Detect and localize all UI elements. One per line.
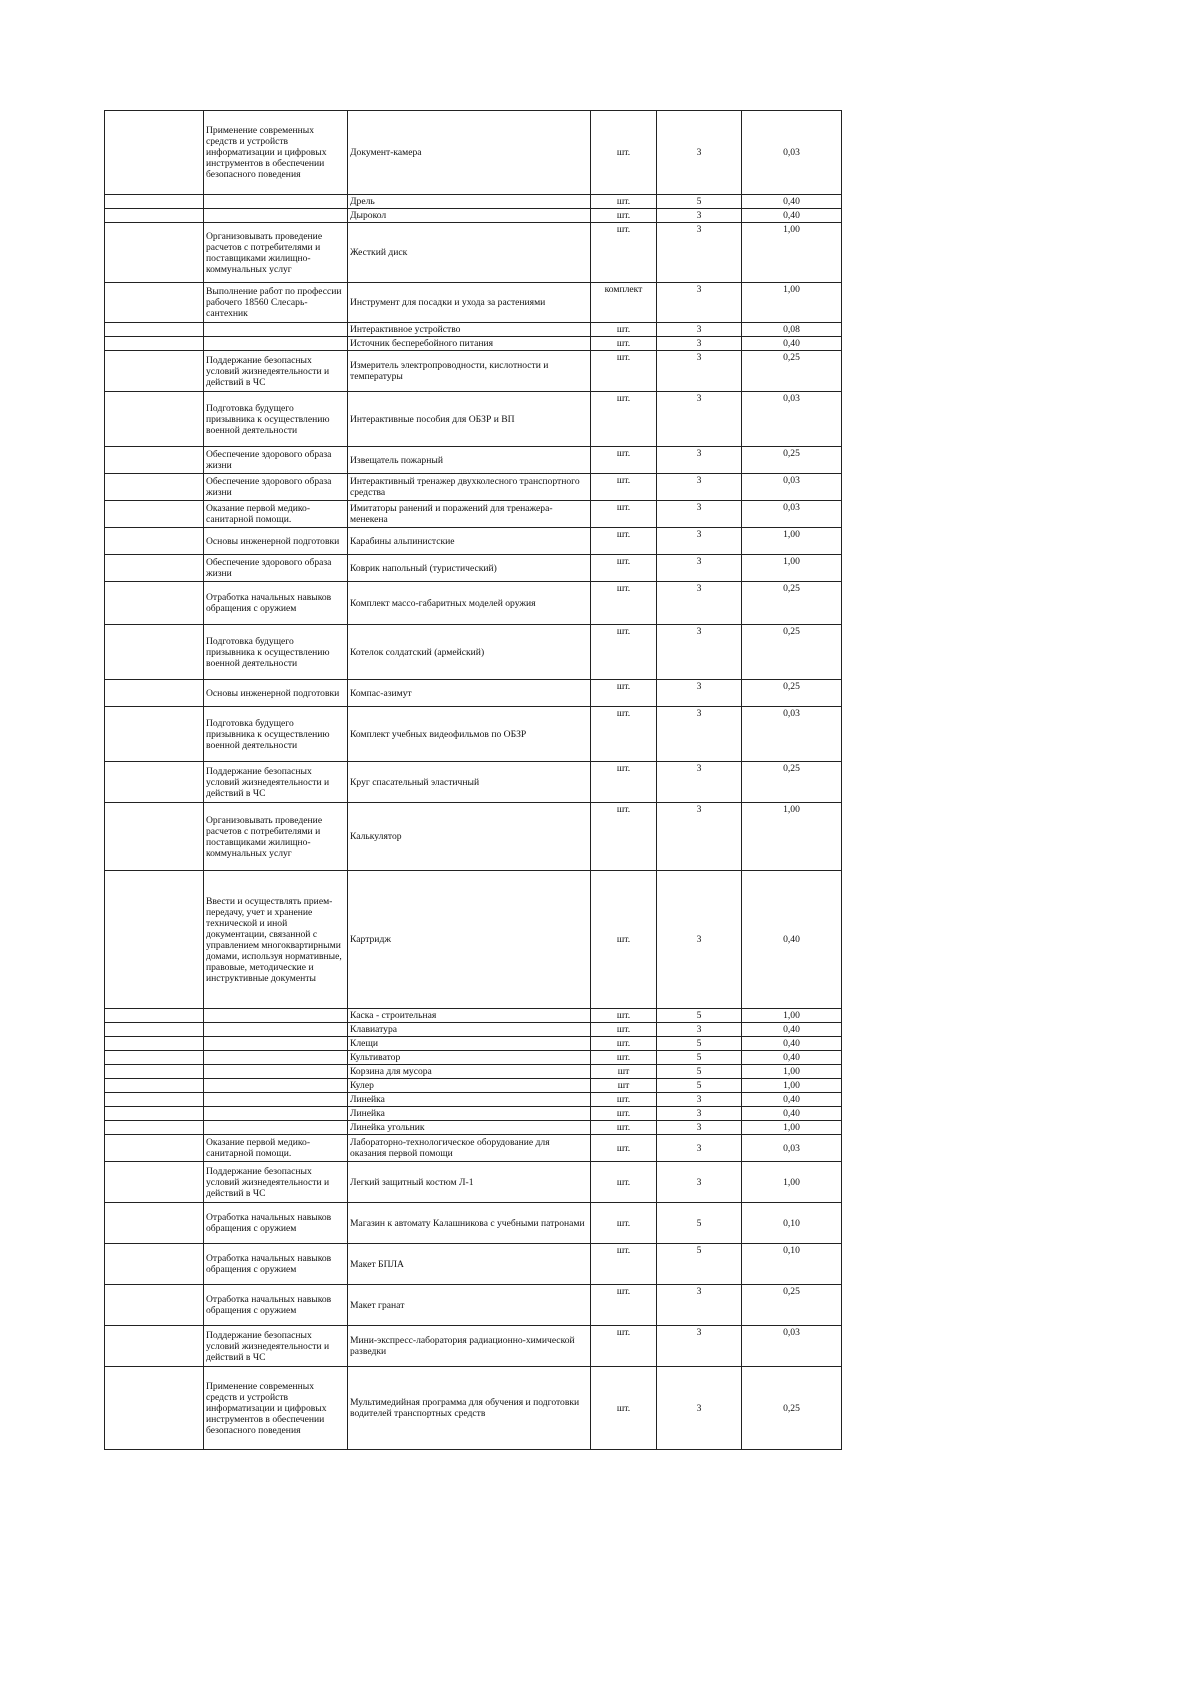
value-cell: 0,03 — [742, 1326, 842, 1367]
row-number-cell — [105, 582, 204, 625]
item-name-cell: Каска - строительная — [348, 1009, 591, 1023]
item-name-cell: Инструмент для посадки и ухода за растениями — [348, 283, 591, 323]
activity-cell — [204, 337, 348, 351]
value-cell: 0,40 — [742, 337, 842, 351]
unit-cell: шт. — [591, 351, 657, 392]
item-name-cell: Комплект учебных видеофильмов по ОБЗР — [348, 707, 591, 762]
item-name-cell: Карабины альпинистские — [348, 528, 591, 555]
table-row — [105, 209, 842, 223]
quantity-cell: 3 — [657, 803, 742, 871]
unit-cell: шт. — [591, 555, 657, 582]
quantity-cell: 3 — [657, 111, 742, 195]
row-number-cell — [105, 1065, 204, 1079]
unit-cell: шт. — [591, 871, 657, 1009]
row-number-cell — [105, 337, 204, 351]
row-number-cell — [105, 871, 204, 1009]
table-row — [105, 1244, 842, 1285]
table-row — [105, 680, 842, 707]
unit-cell: шт. — [591, 1037, 657, 1051]
item-name-cell: Мультимедийная программа для обучения и подготовки водителей транспортных средств — [348, 1367, 591, 1450]
item-name-cell: Измеритель электропроводности, кислотности и температуры — [348, 351, 591, 392]
quantity-cell: 3 — [657, 501, 742, 528]
unit-cell: шт. — [591, 528, 657, 555]
equipment-table — [104, 110, 842, 1450]
quantity-cell: 3 — [657, 1107, 742, 1121]
row-number-cell — [105, 1244, 204, 1285]
row-number-cell — [105, 1051, 204, 1065]
activity-cell — [204, 1093, 348, 1107]
value-cell: 0,40 — [742, 1037, 842, 1051]
activity-cell: Выполнение работ по профессии рабочего 18560 Слесарь-сантехник — [204, 283, 348, 323]
row-number-cell — [105, 555, 204, 582]
value-cell: 0,25 — [742, 625, 842, 680]
item-name-cell: Имитаторы ранений и поражений для тренажера-менекена — [348, 501, 591, 528]
activity-cell — [204, 1009, 348, 1023]
table-row — [105, 1023, 842, 1037]
quantity-cell: 3 — [657, 871, 742, 1009]
table-row — [105, 1326, 842, 1367]
item-name-cell: Документ-камера — [348, 111, 591, 195]
item-name-cell: Кулер — [348, 1079, 591, 1093]
row-number-cell — [105, 1009, 204, 1023]
item-name-cell: Лабораторно-технологическое оборудование для оказания первой помощи — [348, 1135, 591, 1162]
activity-cell: Обеспечение здорового образа жизни — [204, 447, 348, 474]
unit-cell: шт. — [591, 447, 657, 474]
activity-cell — [204, 1051, 348, 1065]
value-cell: 0,10 — [742, 1244, 842, 1285]
activity-cell — [204, 1065, 348, 1079]
value-cell: 1,00 — [742, 1121, 842, 1135]
activity-cell — [204, 209, 348, 223]
value-cell: 0,25 — [742, 1285, 842, 1326]
item-name-cell: Линейка — [348, 1107, 591, 1121]
quantity-cell: 5 — [657, 195, 742, 209]
row-number-cell — [105, 501, 204, 528]
quantity-cell: 5 — [657, 1065, 742, 1079]
value-cell: 0,03 — [742, 111, 842, 195]
table-row — [105, 1367, 842, 1450]
item-name-cell: Комплект массо-габаритных моделей оружия — [348, 582, 591, 625]
quantity-cell: 3 — [657, 351, 742, 392]
item-name-cell: Интерактивное устройство — [348, 323, 591, 337]
activity-cell — [204, 323, 348, 337]
value-cell: 1,00 — [742, 1065, 842, 1079]
table-row — [105, 111, 842, 195]
table-row — [105, 323, 842, 337]
value-cell: 0,40 — [742, 1107, 842, 1121]
table-row — [105, 283, 842, 323]
table-row — [105, 447, 842, 474]
item-name-cell: Котелок солдатский (армейский) — [348, 625, 591, 680]
row-number-cell — [105, 474, 204, 501]
quantity-cell: 3 — [657, 474, 742, 501]
item-name-cell: Линейка угольник — [348, 1121, 591, 1135]
item-name-cell: Извещатель пожарный — [348, 447, 591, 474]
table-row — [105, 871, 842, 1009]
table-row — [105, 762, 842, 803]
activity-cell: Обеспечение здорового образа жизни — [204, 474, 348, 501]
table-row — [105, 1107, 842, 1121]
row-number-cell — [105, 762, 204, 803]
table-body — [105, 111, 842, 1450]
table-row — [105, 803, 842, 871]
item-name-cell: Жесткий диск — [348, 223, 591, 283]
unit-cell: шт. — [591, 337, 657, 351]
table-row — [105, 1285, 842, 1326]
value-cell: 0,25 — [742, 1367, 842, 1450]
quantity-cell: 3 — [657, 1367, 742, 1450]
activity-cell: Оказание первой медико-санитарной помощи. — [204, 1135, 348, 1162]
row-number-cell — [105, 223, 204, 283]
value-cell: 0,10 — [742, 1203, 842, 1244]
row-number-cell — [105, 1037, 204, 1051]
table-row — [105, 1121, 842, 1135]
value-cell: 1,00 — [742, 528, 842, 555]
unit-cell: шт. — [591, 762, 657, 803]
value-cell: 0,40 — [742, 1023, 842, 1037]
row-number-cell — [105, 680, 204, 707]
unit-cell: комплект — [591, 283, 657, 323]
row-number-cell — [105, 1079, 204, 1093]
activity-cell: Отработка начальных навыков обращения с оружием — [204, 582, 348, 625]
quantity-cell: 3 — [657, 447, 742, 474]
value-cell: 0,03 — [742, 1135, 842, 1162]
activity-cell: Подготовка будущего призывника к осуществлению военной деятельности — [204, 625, 348, 680]
value-cell: 1,00 — [742, 1162, 842, 1203]
table-row — [105, 195, 842, 209]
unit-cell: шт. — [591, 1326, 657, 1367]
table-row — [105, 528, 842, 555]
table-row — [105, 555, 842, 582]
value-cell: 0,03 — [742, 501, 842, 528]
value-cell: 0,25 — [742, 351, 842, 392]
unit-cell: шт. — [591, 1244, 657, 1285]
unit-cell: шт. — [591, 1009, 657, 1023]
unit-cell: шт. — [591, 1203, 657, 1244]
unit-cell: шт — [591, 1079, 657, 1093]
value-cell: 0,40 — [742, 1051, 842, 1065]
unit-cell: шт. — [591, 803, 657, 871]
quantity-cell: 3 — [657, 707, 742, 762]
quantity-cell: 3 — [657, 223, 742, 283]
activity-cell: Отработка начальных навыков обращения с оружием — [204, 1244, 348, 1285]
quantity-cell: 3 — [657, 1121, 742, 1135]
quantity-cell: 3 — [657, 528, 742, 555]
quantity-cell: 3 — [657, 582, 742, 625]
unit-cell: шт. — [591, 1023, 657, 1037]
value-cell: 1,00 — [742, 223, 842, 283]
item-name-cell: Клавиатура — [348, 1023, 591, 1037]
quantity-cell: 3 — [657, 323, 742, 337]
quantity-cell: 3 — [657, 392, 742, 447]
value-cell: 0,25 — [742, 762, 842, 803]
value-cell: 0,25 — [742, 680, 842, 707]
item-name-cell: Линейка — [348, 1093, 591, 1107]
value-cell: 0,25 — [742, 447, 842, 474]
table-row — [105, 1079, 842, 1093]
unit-cell: шт. — [591, 1107, 657, 1121]
table-row — [105, 1037, 842, 1051]
table-row — [105, 223, 842, 283]
value-cell: 0,40 — [742, 871, 842, 1009]
quantity-cell: 3 — [657, 625, 742, 680]
row-number-cell — [105, 1093, 204, 1107]
quantity-cell: 3 — [657, 1285, 742, 1326]
table-row — [105, 1051, 842, 1065]
table-row — [105, 625, 842, 680]
unit-cell: шт. — [591, 1162, 657, 1203]
quantity-cell: 5 — [657, 1203, 742, 1244]
unit-cell: шт. — [591, 392, 657, 447]
value-cell: 1,00 — [742, 1009, 842, 1023]
row-number-cell — [105, 195, 204, 209]
quantity-cell: 3 — [657, 337, 742, 351]
value-cell: 1,00 — [742, 555, 842, 582]
unit-cell: шт. — [591, 1051, 657, 1065]
row-number-cell — [105, 209, 204, 223]
item-name-cell: Корзина для мусора — [348, 1065, 591, 1079]
activity-cell — [204, 1121, 348, 1135]
activity-cell — [204, 1079, 348, 1093]
table-row — [105, 1093, 842, 1107]
activity-cell: Поддержание безопасных условий жизнедеятельности и действий в ЧС — [204, 1162, 348, 1203]
unit-cell: шт. — [591, 1367, 657, 1450]
table-row — [105, 1065, 842, 1079]
unit-cell: шт. — [591, 209, 657, 223]
quantity-cell: 5 — [657, 1079, 742, 1093]
item-name-cell: Коврик напольный (туристический) — [348, 555, 591, 582]
unit-cell: шт. — [591, 707, 657, 762]
table-row — [105, 582, 842, 625]
quantity-cell: 3 — [657, 1023, 742, 1037]
table-row — [105, 1009, 842, 1023]
item-name-cell: Круг спасательный эластичный — [348, 762, 591, 803]
table-row — [105, 707, 842, 762]
value-cell: 0,40 — [742, 195, 842, 209]
quantity-cell: 3 — [657, 283, 742, 323]
item-name-cell: Компас-азимут — [348, 680, 591, 707]
value-cell: 0,40 — [742, 1093, 842, 1107]
row-number-cell — [105, 1023, 204, 1037]
unit-cell: шт. — [591, 323, 657, 337]
quantity-cell: 3 — [657, 555, 742, 582]
row-number-cell — [105, 1326, 204, 1367]
activity-cell: Подготовка будущего призывника к осуществлению военной деятельности — [204, 392, 348, 447]
value-cell: 0,08 — [742, 323, 842, 337]
row-number-cell — [105, 707, 204, 762]
unit-cell: шт — [591, 1065, 657, 1079]
item-name-cell: Источник бесперебойного питания — [348, 337, 591, 351]
value-cell: 1,00 — [742, 1079, 842, 1093]
unit-cell: шт. — [591, 474, 657, 501]
quantity-cell: 3 — [657, 1093, 742, 1107]
activity-cell: Оказание первой медико-санитарной помощи. — [204, 501, 348, 528]
row-number-cell — [105, 1203, 204, 1244]
row-number-cell — [105, 803, 204, 871]
item-name-cell: Картридж — [348, 871, 591, 1009]
activity-cell: Поддержание безопасных условий жизнедеятельности и действий в ЧС — [204, 1326, 348, 1367]
activity-cell: Организовывать проведение расчетов с потребителями и поставщиками жилищно-коммунальных услуг — [204, 803, 348, 871]
item-name-cell: Калькулятор — [348, 803, 591, 871]
value-cell: 0,25 — [742, 582, 842, 625]
unit-cell: шт. — [591, 1135, 657, 1162]
item-name-cell: Интерактивный тренажер двухколесного транспортного средства — [348, 474, 591, 501]
item-name-cell: Макет гранат — [348, 1285, 591, 1326]
item-name-cell: Культиватор — [348, 1051, 591, 1065]
row-number-cell — [105, 111, 204, 195]
row-number-cell — [105, 1135, 204, 1162]
table-row — [105, 392, 842, 447]
item-name-cell: Дрель — [348, 195, 591, 209]
item-name-cell: Клещи — [348, 1037, 591, 1051]
unit-cell: шт. — [591, 625, 657, 680]
unit-cell: шт. — [591, 582, 657, 625]
value-cell: 1,00 — [742, 803, 842, 871]
unit-cell: шт. — [591, 1121, 657, 1135]
activity-cell: Организовывать проведение расчетов с потребителями и поставщиками жилищно-коммунальных услуг — [204, 223, 348, 283]
item-name-cell: Дырокол — [348, 209, 591, 223]
table-row — [105, 474, 842, 501]
table-row — [105, 1203, 842, 1244]
quantity-cell: 5 — [657, 1037, 742, 1051]
quantity-cell: 3 — [657, 1162, 742, 1203]
item-name-cell: Магазин к автомату Калашникова с учебными патронами — [348, 1203, 591, 1244]
unit-cell: шт. — [591, 195, 657, 209]
table-row — [105, 1135, 842, 1162]
activity-cell: Отработка начальных навыков обращения с оружием — [204, 1203, 348, 1244]
row-number-cell — [105, 1121, 204, 1135]
activity-cell: Поддержание безопасных условий жизнедеятельности и действий в ЧС — [204, 351, 348, 392]
item-name-cell: Макет БПЛА — [348, 1244, 591, 1285]
unit-cell: шт. — [591, 1285, 657, 1326]
row-number-cell — [105, 625, 204, 680]
quantity-cell: 5 — [657, 1051, 742, 1065]
value-cell: 0,03 — [742, 707, 842, 762]
unit-cell: шт. — [591, 501, 657, 528]
quantity-cell: 3 — [657, 680, 742, 707]
activity-cell: Поддержание безопасных условий жизнедеятельности и действий в ЧС — [204, 762, 348, 803]
activity-cell: Подготовка будущего призывника к осуществлению военной деятельности — [204, 707, 348, 762]
quantity-cell: 5 — [657, 1009, 742, 1023]
activity-cell: Отработка начальных навыков обращения с оружием — [204, 1285, 348, 1326]
value-cell: 0,03 — [742, 392, 842, 447]
row-number-cell — [105, 447, 204, 474]
quantity-cell: 5 — [657, 1244, 742, 1285]
activity-cell — [204, 1037, 348, 1051]
row-number-cell — [105, 323, 204, 337]
quantity-cell: 3 — [657, 209, 742, 223]
row-number-cell — [105, 1107, 204, 1121]
item-name-cell: Легкий защитный костюм Л-1 — [348, 1162, 591, 1203]
activity-cell: Основы инженерной подготовки — [204, 680, 348, 707]
activity-cell: Основы инженерной подготовки — [204, 528, 348, 555]
item-name-cell: Интерактивные пособия для ОБЗР и ВП — [348, 392, 591, 447]
value-cell: 0,03 — [742, 474, 842, 501]
quantity-cell: 3 — [657, 1326, 742, 1367]
row-number-cell — [105, 351, 204, 392]
value-cell: 1,00 — [742, 283, 842, 323]
table-row — [105, 351, 842, 392]
activity-cell — [204, 1023, 348, 1037]
activity-cell: Ввести и осуществлять прием-передачу, учет и хранение технической и иной документации, связанной с управлением многоквартирными домами, используя нормативные, правовые, методические и инструктивные документы — [204, 871, 348, 1009]
row-number-cell — [105, 1367, 204, 1450]
item-name-cell: Мини-экспресс-лаборатория радиационно-химической разведки — [348, 1326, 591, 1367]
activity-cell: Применение современных средств и устройств информатизации и цифровых инструментов в обеспечении безопасного поведения — [204, 1367, 348, 1450]
unit-cell: шт. — [591, 111, 657, 195]
row-number-cell — [105, 392, 204, 447]
quantity-cell: 3 — [657, 762, 742, 803]
activity-cell — [204, 195, 348, 209]
unit-cell: шт. — [591, 223, 657, 283]
activity-cell: Применение современных средств и устройств информатизации и цифровых инструментов в обеспечении безопасного поведения — [204, 111, 348, 195]
row-number-cell — [105, 283, 204, 323]
table-row — [105, 337, 842, 351]
value-cell: 0,40 — [742, 209, 842, 223]
activity-cell — [204, 1107, 348, 1121]
unit-cell: шт. — [591, 1093, 657, 1107]
row-number-cell — [105, 528, 204, 555]
table-row — [105, 1162, 842, 1203]
table-row — [105, 501, 842, 528]
quantity-cell: 3 — [657, 1135, 742, 1162]
row-number-cell — [105, 1285, 204, 1326]
activity-cell: Обеспечение здорового образа жизни — [204, 555, 348, 582]
row-number-cell — [105, 1162, 204, 1203]
unit-cell: шт. — [591, 680, 657, 707]
